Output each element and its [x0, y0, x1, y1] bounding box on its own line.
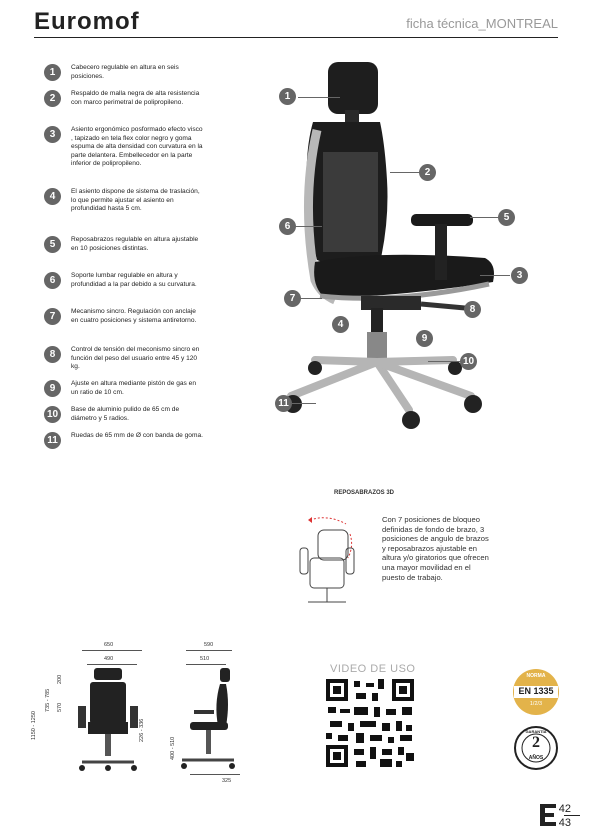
callout-leader [470, 217, 498, 218]
feature-item [44, 64, 204, 81]
callout-6: 6 [279, 218, 296, 235]
callout-leader [480, 275, 510, 276]
callout-8: 8 [464, 301, 481, 318]
norma-sub: 1/2/3 [529, 701, 543, 707]
guarantee-unit: AÑOS [528, 755, 544, 761]
dim-line [186, 650, 232, 651]
video-label: VIDEO DE USO [330, 663, 416, 675]
feature-text: Base de aluminio pulido de 65 cm de diámetro y 5 radios. [71, 406, 180, 422]
callout-leader [296, 226, 322, 227]
chair-illustration [225, 50, 555, 440]
armrest-title: REPOSABRAZOS 3D [334, 490, 395, 496]
callout-5: 5 [498, 209, 515, 226]
feature-number-badge: 10 [44, 406, 61, 423]
callout-1: 1 [279, 88, 296, 105]
callout-2: 2 [419, 164, 436, 181]
feature-number-badge: 3 [44, 126, 61, 143]
dim-side-seat-height: 400 - 510 [170, 736, 176, 760]
dim-line [82, 650, 142, 651]
front-view-diagram [76, 664, 140, 774]
brand-mark-icon [538, 802, 558, 828]
feature-number-badge: 6 [44, 272, 61, 289]
feature-item [44, 90, 204, 107]
callout-leader [298, 97, 340, 98]
feature-item [44, 432, 204, 449]
feature-text: Asiento ergonómico posformado efecto visco , tapizado en tela flex color negro y goma espuma de alta densidad con curvatura en la parte delantera. Embellecedor en la parte inferior de polipropileno. [71, 126, 203, 168]
guarantee-years: 2 [532, 734, 540, 751]
doc-title: ficha técnica_MONTREAL [406, 16, 558, 31]
feature-item [44, 236, 204, 253]
page-divider [564, 815, 580, 816]
dim-front-height-arm: 226 - 336 [139, 718, 145, 742]
dim-side-depth: 325 [222, 778, 232, 784]
brand-logo: Euromof [34, 8, 140, 35]
callout-9: 9 [416, 330, 433, 347]
page-number-right: 43 [558, 817, 571, 829]
feature-number-badge: 2 [44, 90, 61, 107]
feature-text: Ruedas de 65 mm de Ø con banda de goma. [71, 432, 203, 439]
feature-number-badge: 4 [44, 188, 61, 205]
feature-number-badge: 1 [44, 64, 61, 81]
dim-front-height-seatback: 570 [57, 702, 63, 712]
callout-leader [300, 298, 322, 299]
norma-label: NORMA [526, 673, 546, 679]
feature-text: Cabecero regulable en altura en seis posiciones. [71, 64, 179, 80]
dim-line [190, 774, 240, 775]
side-view-diagram [176, 664, 240, 774]
feature-item [44, 188, 204, 214]
callout-10: 10 [460, 353, 477, 370]
feature-item [44, 380, 204, 397]
feature-number-badge: 7 [44, 308, 61, 325]
feature-text: El asiento dispone de sistema de traslación, lo que permite ajustar el asiento en profundidad hasta 5 cm. [71, 188, 200, 213]
dim-front-height-head: 200 [57, 674, 63, 684]
feature-number-badge: 9 [44, 380, 61, 397]
feature-number-badge: 5 [44, 236, 61, 253]
callout-leader [292, 403, 316, 404]
feature-item [44, 126, 204, 169]
callout-leader [428, 361, 462, 362]
armrest-description: Con 7 posiciones de bloqueo definidas de fondo de brazo, 3 posiciones de angulo de brazos y reposabrazos ajustable en altura y/o giratorios que ofrecen una mayor movilidad en el puesto de trabajo. [382, 515, 489, 582]
dim-side-depth-inner: 510 [200, 656, 210, 662]
feature-item [44, 308, 204, 325]
qr-code-icon[interactable] [326, 679, 414, 767]
callout-4: 4 [332, 316, 349, 333]
feature-item [44, 346, 204, 372]
dim-side-depth-outer: 590 [204, 642, 214, 648]
feature-item [44, 272, 204, 289]
feature-text: Reposabrazos regulable en altura ajustable en 10 posiciones distintas. [71, 236, 199, 252]
dim-front-width-outer: 650 [104, 642, 114, 648]
feature-number-badge: 8 [44, 346, 61, 363]
feature-text: Control de tensión del meconismo sincro en función del peso del usuario entre 45 y 120 kg. [71, 346, 200, 371]
feature-text: Ajuste en altura mediante pistón de gas en un ratio de 10 cm. [71, 380, 196, 396]
callout-leader [390, 172, 420, 173]
armrest-diagram [288, 512, 368, 610]
callout-11: 11 [275, 395, 292, 412]
feature-text: Respaldo de malla negra de alta resistencia con marco perimetral de polipropileno. [71, 90, 200, 106]
dim-front-height-total: 1150 - 1250 [31, 711, 37, 740]
callout-3: 3 [511, 267, 528, 284]
dim-front-width-inner: 490 [104, 656, 114, 662]
feature-text: Mecanismo sincro. Regulación con anclaje en cuatro posiciones y sistema antiretorno. [71, 308, 197, 324]
feature-number-badge: 11 [44, 432, 61, 449]
feature-text: Soporte lumbar regulable en altura y profundidad a la par debido a su curvatura. [71, 272, 197, 288]
header-divider [34, 37, 558, 38]
dim-front-height-back: 735 - 785 [45, 688, 51, 712]
page-number-left: 42 [558, 803, 571, 815]
feature-item [44, 406, 204, 423]
norma-code: EN 1335 [518, 686, 554, 696]
guarantee-label: GARANTÍA [525, 729, 547, 734]
callout-7: 7 [284, 290, 301, 307]
